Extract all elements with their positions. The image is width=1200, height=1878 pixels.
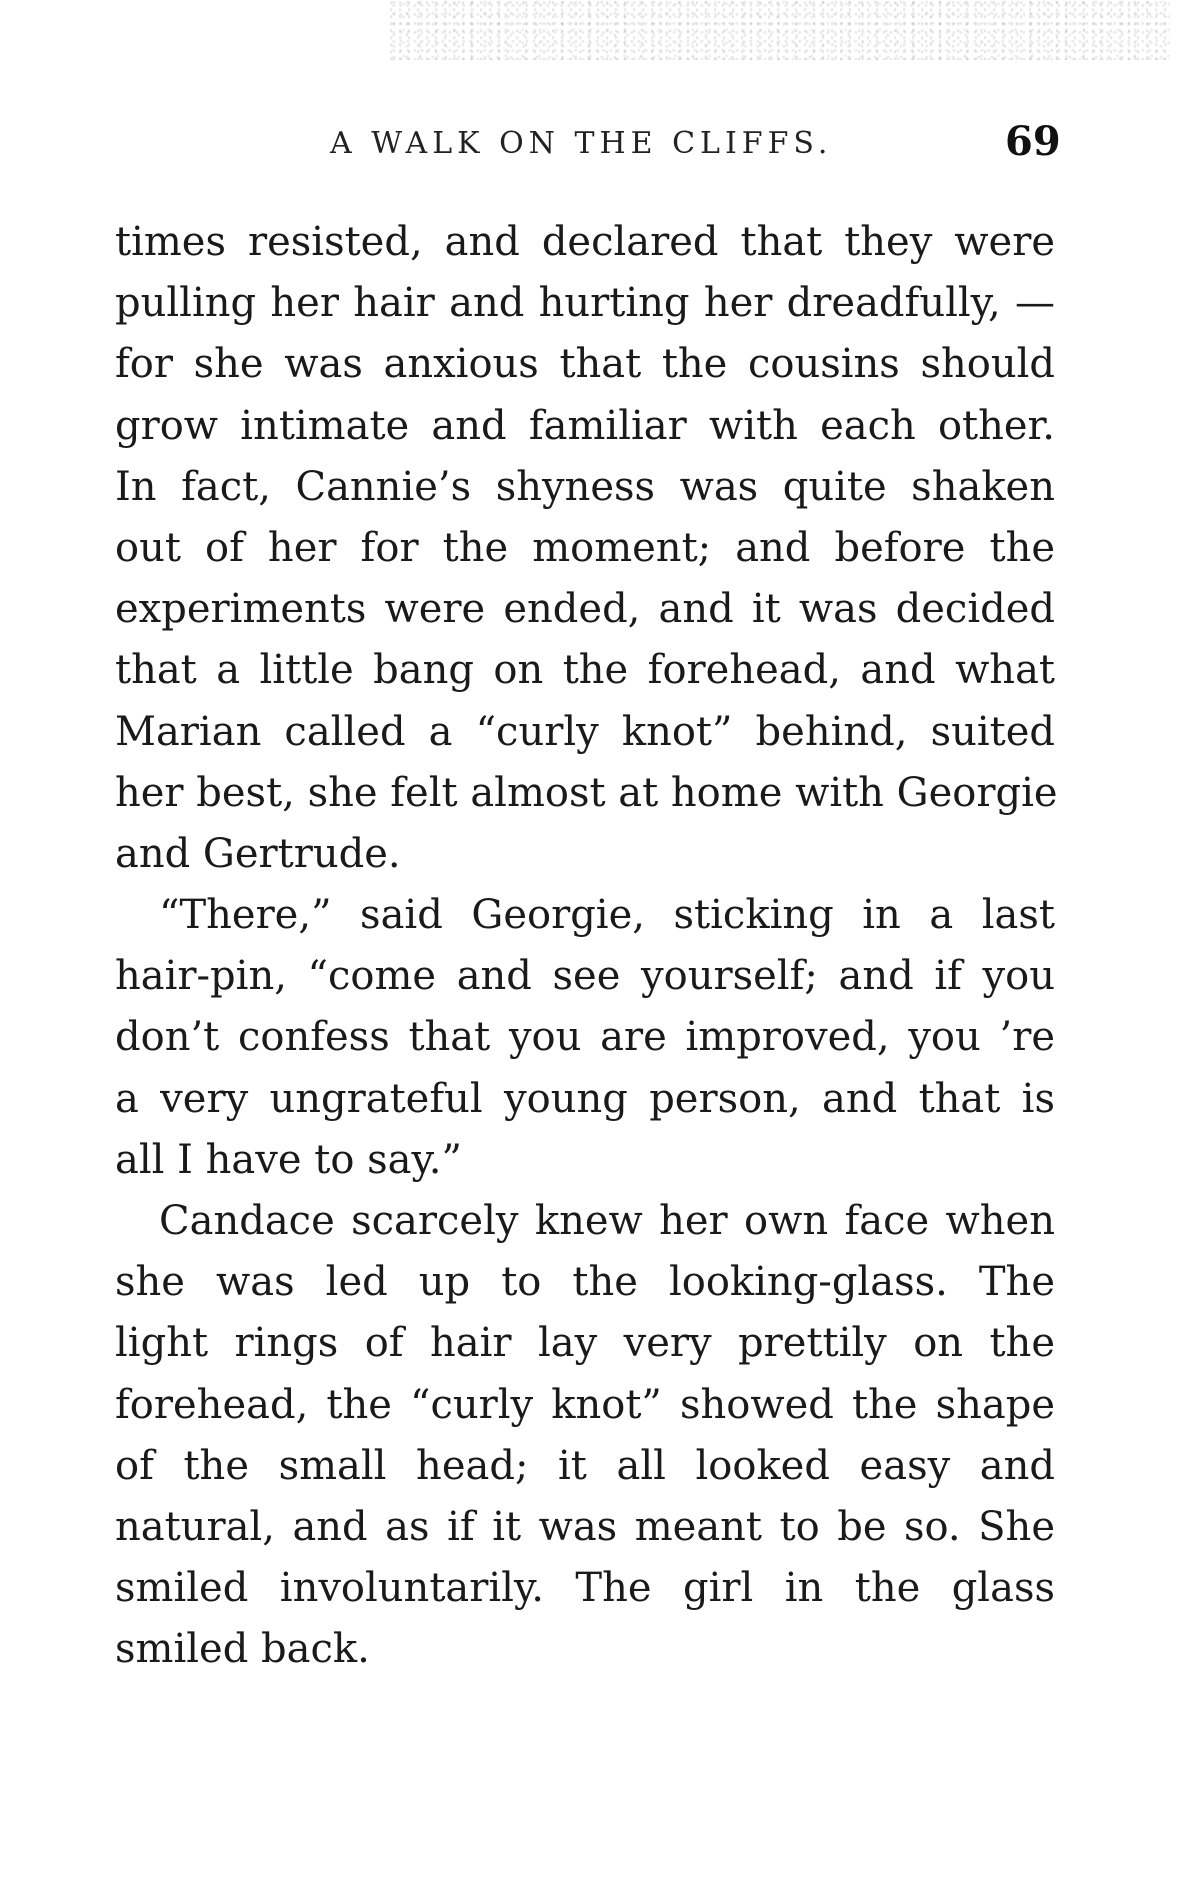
text-line: In fact, Cannie’s shyness was quite shaken xyxy=(115,463,1055,510)
scan-noise xyxy=(390,0,1170,60)
text-line: Marian called a “curly knot” behind, suited xyxy=(115,708,1055,755)
text-line: forehead, the “curly knot” showed the shape xyxy=(115,1381,1055,1428)
text-line: and Gertrude. xyxy=(115,830,401,877)
text-line: for she was anxious that the cousins should xyxy=(115,341,1055,388)
text-line: natural, and as if it was meant to be so. She xyxy=(115,1503,1055,1550)
text-line: smiled back. xyxy=(115,1626,370,1673)
text-line: her best, she felt almost at home with Georgie xyxy=(115,769,1058,816)
text-line: experiments were ended, and it was decided xyxy=(115,586,1055,633)
text-line: smiled involuntarily. The girl in the glass xyxy=(115,1565,1055,1612)
running-head: A WALK ON THE CLIFFS. xyxy=(330,126,833,161)
text-line: don’t confess that you are improved, you ’re xyxy=(115,1014,1055,1061)
text-line: “There,” said Georgie, sticking in a last xyxy=(159,892,1055,939)
text-line: light rings of hair lay very prettily on the xyxy=(115,1320,1055,1367)
page-number: 69 xyxy=(1005,118,1061,165)
text-line: a very ungrateful young person, and that is xyxy=(115,1075,1055,1122)
text-line: of the small head; it all looked easy and xyxy=(115,1442,1055,1489)
text-line: that a little bang on the forehead, and what xyxy=(115,647,1055,694)
page-text xyxy=(115,212,1058,1681)
text-line: Candace scarcely knew her own face when xyxy=(159,1198,1055,1244)
text-line: times resisted, and declared that they were xyxy=(115,219,1055,265)
text-line: she was led up to the looking-glass. The xyxy=(115,1259,1055,1306)
text-line: hair-pin, “come and see yourself; and if you xyxy=(115,953,1055,1000)
text-line: out of her for the moment; and before the xyxy=(115,524,1055,571)
text-line: pulling her hair and hurting her dreadfully, — xyxy=(115,280,1055,327)
text-line: grow intimate and familiar with each other. xyxy=(115,402,1055,449)
text-line: all I have to say.” xyxy=(115,1136,462,1183)
